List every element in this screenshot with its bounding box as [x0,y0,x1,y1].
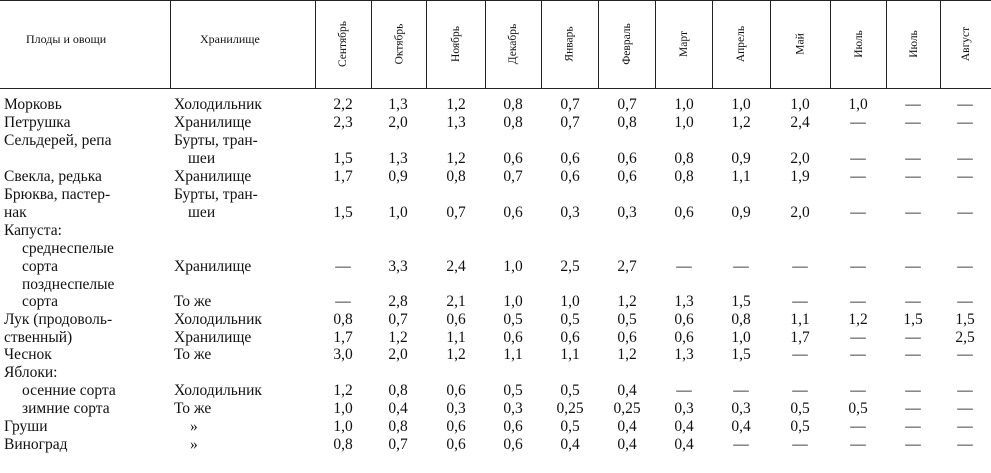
table-cell: — [905,382,921,399]
table-cell: 0,3 [731,400,751,417]
table-cell: 0,5 [503,382,523,399]
table-cell: — [792,382,808,399]
table-cell: 1,1 [560,346,580,363]
table-cell: 0,5 [617,311,637,328]
table-cell: 0,6 [503,150,523,167]
table-cell: 0,6 [617,329,637,346]
table-cell: 3,3 [388,258,408,275]
table-cell: 1,5 [333,150,353,167]
table-cell: 2,3 [333,114,353,131]
row-produce-label: сорта [22,258,59,275]
table-cell: 1,0 [848,96,868,113]
row-produce-label: Петрушка [4,114,71,131]
row-produce-label: среднеспелые [22,240,114,257]
row-storage-label: Хранилище [174,258,252,275]
table-cell: 0,8 [617,114,637,131]
table-cell: 0,3 [560,204,580,221]
table-cell: 2,0 [790,150,810,167]
header-month: Декабрь [507,23,520,65]
table-cell: 0,5 [560,311,580,328]
row-storage-label: Хранилище [174,114,252,131]
table-cell: 1,2 [446,346,466,363]
table-cell: 0,6 [446,436,466,453]
table-cell: 2,8 [388,293,408,310]
table-cell: 0,4 [731,418,751,435]
table-cell: 0,7 [388,311,408,328]
header-month: Май [794,33,807,55]
table-cell: 1,0 [333,418,353,435]
table-cell: 0,7 [617,96,637,113]
table-cell: 1,0 [503,293,523,310]
table-cell: 0,8 [388,418,408,435]
table-cell: 0,3 [674,400,694,417]
row-produce-label: сорта [22,293,59,310]
table-cell: — [957,204,973,221]
table-cell: — [957,346,973,363]
table-cell: — [957,96,973,113]
table-cell: 1,2 [446,96,466,113]
row-produce-label: зимние сорта [22,400,110,417]
table-cell: 0,4 [674,418,694,435]
table-cell: 0,5 [503,311,523,328]
row-storage-label: » [190,418,198,435]
table-cell: 1,0 [674,96,694,113]
row-storage-label: То же [174,400,212,417]
table-cell: 0,5 [560,418,580,435]
table-cell: — [905,293,921,310]
table-cell: — [733,382,749,399]
table-cell: — [905,168,921,185]
table-cell: 0,7 [388,436,408,453]
table-cell: 2,0 [388,346,408,363]
table-cell: 2,2 [333,96,353,113]
table-cell: 0,8 [388,382,408,399]
table-cell: 1,5 [731,346,751,363]
table-cell: 2,4 [446,258,466,275]
table-cell: 3,0 [333,346,353,363]
header-month: Июль [907,30,920,58]
header-month: Март [678,31,690,57]
row-produce-label: Лук (продоволь- [4,311,113,328]
table-cell: — [957,114,973,131]
table-cell: 1,0 [731,329,751,346]
table-cell: 0,7 [446,204,466,221]
table-cell: — [905,400,921,417]
table-cell: 1,0 [388,204,408,221]
header-month: Февраль [621,23,633,65]
table-header-rule [0,88,991,89]
table-cell: 1,2 [848,311,868,328]
table-cell: — [335,258,351,275]
table-cell: — [905,114,921,131]
table-cell: 0,25 [613,400,641,417]
row-produce-label: Чеснок [4,346,52,363]
table-cell: 1,2 [388,329,408,346]
table-cell: — [792,293,808,310]
table-cell: 0,3 [503,400,523,417]
table-cell: — [957,150,973,167]
table-cell: 1,0 [674,114,694,131]
row-produce-label: Капуста: [4,222,62,239]
table-cell: — [335,293,351,310]
table-cell: 0,6 [446,418,466,435]
table-cell: 1,7 [790,329,810,346]
column-divider [170,0,171,88]
table-cell: 0,4 [617,436,637,453]
table-cell: — [676,382,692,399]
table-cell: — [905,346,921,363]
table-cell: 1,2 [446,150,466,167]
table-cell: 1,3 [388,96,408,113]
header-month: Январь [563,26,576,62]
table-cell: 1,3 [446,114,466,131]
table-cell: — [850,204,866,221]
table-cell: — [905,150,921,167]
table-cell: 2,5 [560,258,580,275]
table-cell: 1,7 [333,329,353,346]
table-cell: 2,7 [617,258,637,275]
table-cell: — [792,346,808,363]
table-cell: 1,1 [446,329,466,346]
header-month: Август [960,26,972,62]
table-cell: — [905,436,921,453]
table-cell: — [850,418,866,435]
table-cell: 0,9 [731,204,751,221]
table-cell: 0,4 [560,436,580,453]
table-cell: 2,0 [790,204,810,221]
header-produce: Плоды и овощи [26,32,107,46]
row-produce-label: Морковь [4,96,62,113]
table-cell: 1,5 [731,293,751,310]
table-cell: 1,0 [731,96,751,113]
table-cell: — [957,293,973,310]
header-month: Апрель [735,25,748,63]
table-cell: 0,9 [388,168,408,185]
table-cell: — [905,96,921,113]
table-cell: 0,6 [560,329,580,346]
table-cell: 0,4 [674,436,694,453]
table-cell: 0,6 [503,204,523,221]
row-storage-label: Бурты, тран- [174,132,258,149]
table-cell: 0,6 [446,311,466,328]
table-cell: 1,1 [790,311,810,328]
row-storage-label: шеи [188,150,216,167]
table-cell: — [792,258,808,275]
table-cell: 1,5 [333,204,353,221]
table-cell: 0,6 [560,150,580,167]
row-storage-label: » [190,436,198,453]
table-cell: 0,4 [388,400,408,417]
table-cell: — [850,293,866,310]
row-produce-label: Яблоки: [4,364,58,381]
row-storage-label: Хранилище [174,168,252,185]
table-cell: 0,6 [674,311,694,328]
header-storage: Хранилище [200,32,260,46]
table-cell: 1,3 [674,346,694,363]
table-cell: — [957,418,973,435]
row-storage-label: То же [174,293,212,310]
table-cell: 0,5 [560,382,580,399]
row-storage-label: Холодильник [174,311,262,328]
row-produce-label: Брюква, пастер- [4,186,111,203]
row-storage-label: Бурты, тран- [174,186,258,203]
row-produce-label: нак [4,204,27,221]
table-cell: 1,5 [955,311,975,328]
table-cell: 0,8 [674,168,694,185]
table-cell: — [850,168,866,185]
table-cell: — [957,400,973,417]
table-cell: — [957,436,973,453]
header-month: Ноябрь [449,26,462,62]
table-cell: 0,8 [333,436,353,453]
table-cell: 1,0 [503,258,523,275]
table-cell: 0,6 [617,168,637,185]
table-cell: 0,6 [674,329,694,346]
table-cell: 2,1 [446,293,466,310]
table-cell: 1,2 [333,382,353,399]
table-cell: 0,3 [446,400,466,417]
table-cell: 2,5 [955,329,975,346]
table-cell: 0,8 [333,311,353,328]
row-storage-label: Холодильник [174,382,262,399]
table-cell: 1,2 [617,346,637,363]
table-cell: 2,0 [388,114,408,131]
table-cell: 1,0 [560,293,580,310]
table-cell: — [850,258,866,275]
table-cell: 1,0 [790,96,810,113]
table-cell: 0,25 [556,400,584,417]
table-cell: 1,2 [731,114,751,131]
table-cell: 0,5 [848,400,868,417]
row-produce-label: Свекла, редька [4,168,102,185]
table-cell: 1,5 [903,311,923,328]
table-cell: 0,8 [674,150,694,167]
table-cell: — [957,168,973,185]
table-cell: 1,7 [333,168,353,185]
row-produce-label: Груши [4,418,48,435]
table-cell: 0,8 [503,96,523,113]
table-cell: 0,6 [560,168,580,185]
table-cell: 0,6 [674,204,694,221]
table-cell: 1,1 [731,168,751,185]
table-cell: 0,7 [560,96,580,113]
table-cell: — [850,346,866,363]
table-cell: 1,2 [617,293,637,310]
table-cell: 1,3 [388,150,408,167]
table-cell: 0,6 [617,150,637,167]
row-storage-label: Хранилище [174,329,252,346]
table-cell: 0,6 [446,382,466,399]
table-cell: 0,8 [731,311,751,328]
table-cell: 2,4 [790,114,810,131]
table-cell: 0,4 [617,382,637,399]
table-cell: 0,8 [503,114,523,131]
table-cell: — [850,382,866,399]
table-cell: 0,7 [560,114,580,131]
table-cell: 0,9 [731,150,751,167]
table-cell: 0,4 [617,418,637,435]
row-produce-label: позднеспелые [22,276,115,293]
header-month: Июль [852,30,865,58]
table-cell: 0,5 [790,400,810,417]
table-cell: — [905,329,921,346]
table-cell: 0,5 [790,418,810,435]
table-cell: 1,9 [790,168,810,185]
table-cell: 0,8 [446,168,466,185]
table-cell: — [850,436,866,453]
header-month: Октябрь [393,23,405,65]
row-produce-label: осенние сорта [22,382,116,399]
table-cell: — [792,436,808,453]
table-cell: 0,3 [617,204,637,221]
table-cell: 0,7 [503,168,523,185]
table-cell: — [733,258,749,275]
row-produce-label: Виноград [4,436,68,453]
table-cell: 0,6 [503,418,523,435]
row-storage-label: Холодильник [174,96,262,113]
table-cell: 0,6 [503,329,523,346]
table-cell: — [957,258,973,275]
table-cell: 1,0 [333,400,353,417]
table-cell: — [850,114,866,131]
table-cell: — [850,150,866,167]
row-produce-label: Сельдерей, репа [4,132,112,149]
table-cell: — [957,382,973,399]
row-produce-label: ственный) [4,329,73,346]
table-cell: — [850,329,866,346]
table-cell: 1,1 [503,346,523,363]
table-cell: — [733,436,749,453]
table-cell: — [905,418,921,435]
table-cell: — [905,258,921,275]
row-storage-label: шеи [188,204,216,221]
table-cell: — [905,204,921,221]
header-month: Сентябрь [337,20,350,68]
table-cell: — [676,258,692,275]
row-storage-label: То же [174,346,212,363]
table-cell: 1,3 [674,293,694,310]
table-cell: 0,6 [503,436,523,453]
